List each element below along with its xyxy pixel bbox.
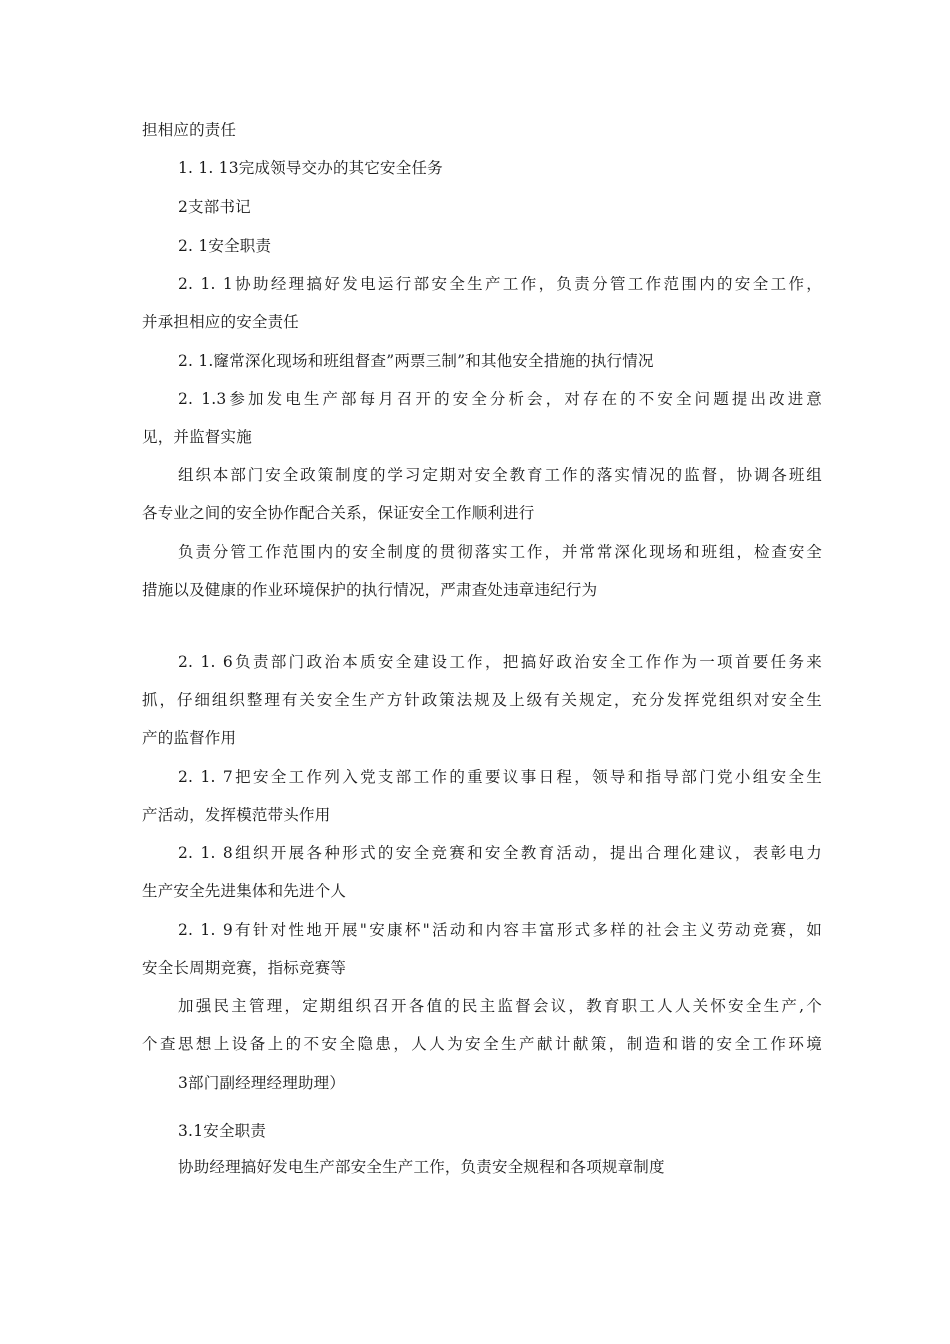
section-heading-3: 3部门副经理经理助理） [178, 1074, 346, 1092]
text-line-15: 抓，仔细组织整理有关安全生产方针政策法规及上级有关规定，充分发挥党组织对安全生 [142, 691, 822, 709]
text-line-27: 协助经理搞好发电生产部安全生产工作，负责安全规程和各项规章制度 [178, 1158, 665, 1176]
text-line-12: 负责分管工作范围内的安全制度的贯彻落实工作，并常常深化现场和班组，检查安全 [178, 543, 822, 561]
text-line-17: 2. 1. 7把安全工作列入党支部工作的重要议事日程，领导和指导部门党小组安全生 [178, 768, 822, 786]
text-line-9: 见，并监督实施 [142, 428, 252, 446]
text-line-6: 并承担相应的安全责任 [142, 313, 300, 331]
text-line-8: 2. 1.3参加发电生产部每月召开的安全分析会，对存在的不安全问题提出改进意 [178, 390, 822, 408]
text-line-7: 2. 1.窿常深化现场和班组督查”两票三制”和其他安全措施的执行情况 [178, 352, 654, 370]
text-line-16: 产的监督作用 [142, 729, 237, 747]
subsection-heading-2-1: 2. 1安全职责 [178, 237, 272, 255]
text-line-19: 2. 1. 8组织开展各种形式的安全竞赛和安全教育活动，提出合理化建议，表彰电力 [178, 844, 822, 862]
text-line-23: 加强民主管理，定期组织召开各值的民主监督会议，教育职工人人关怀安全生产,个 [178, 997, 822, 1015]
subsection-heading-3-1: 3.1安全职责 [178, 1122, 267, 1140]
text-line-1: 担相应的责任 [142, 121, 237, 139]
text-line-22: 安全长周期竞赛，指标竞赛等 [142, 959, 347, 977]
text-line-5: 2. 1. 1协助经理搞好发电运行部安全生产工作，负责分管工作范围内的安全工作， [178, 275, 822, 293]
text-line-14: 2. 1. 6负责部门政治本质安全建设工作，把搞好政治安全工作作为一项首要任务来 [178, 653, 822, 671]
text-line-18: 产活动，发挥模范带头作用 [142, 806, 331, 824]
text-line-13: 措施以及健康的作业环境保护的执行情况，严肃查处违章违纪行为 [142, 581, 598, 599]
text-line-21: 2. 1. 9有针对性地开展"安康杯"活动和内容丰富形式多样的社会主义劳动竞赛，如 [178, 921, 822, 939]
section-heading-2: 2支部书记 [178, 198, 251, 216]
text-line-11: 各专业之间的安全协作配合关系，保证安全工作顺利进行 [142, 504, 535, 522]
text-line-10: 组织本部门安全政策制度的学习定期对安全教育工作的落实情况的监督，协调各班组 [178, 466, 822, 484]
text-line-24: 个查思想上设备上的不安全隐患，人人为安全生产献计献策，制造和谐的安全工作环境 [142, 1035, 822, 1053]
text-line-20: 生产安全先进集体和先进个人 [142, 882, 347, 900]
text-line-2: 1. 1. 13完成领导交办的其它安全任务 [178, 159, 443, 177]
